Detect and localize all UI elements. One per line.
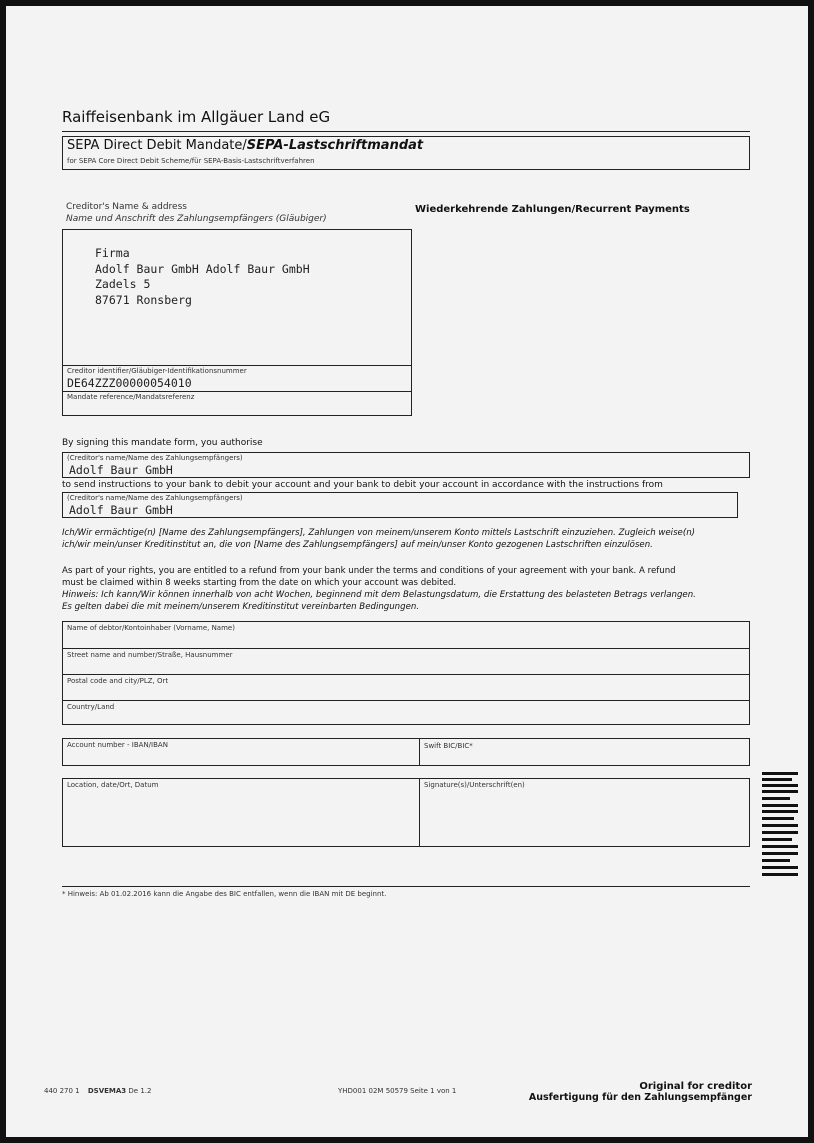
- field-label: Country/Land: [67, 703, 115, 711]
- debtor-street-field[interactable]: [63, 649, 749, 674]
- address-line: 87671 Ronsberg: [95, 292, 192, 307]
- text-line: Ich/Wir ermächtige(n) [Name des Zahlungsempfängers], Zahlungen von meinem/unserem Konto mittels Lastschrift einzuziehen. Zugleich weise(n): [62, 528, 695, 538]
- text-line: Es gelten dabei die mit meinem/unserem Kreditinstitut vereinbarten Bedingungen.: [62, 602, 420, 612]
- text-line: Hinweis: Ich kann/Wir können innerhalb von acht Wochen, beginnend mit dem Belastungsdatum, die Erstattung des belasteten Betrags verlangen.: [62, 590, 696, 600]
- text-line: As part of your rights, you are entitled to a refund from your bank under the terms and conditions of your agreement with your bank. A refund: [62, 566, 676, 576]
- title-de: SEPA-Lastschriftmandat: [246, 138, 424, 153]
- rights-text: [62, 565, 696, 613]
- creditor-id-label: Creditor identifier/Gläubiger-Identifikationsnummer: [67, 367, 247, 375]
- form-version: De 1.2: [128, 1087, 152, 1095]
- bank-details-box: [62, 738, 750, 766]
- german-authorisation: [62, 527, 695, 551]
- title-box: [62, 136, 750, 170]
- location-date-field[interactable]: [63, 779, 420, 846]
- bank-name: Raiffeisenbank im Allgäuer Land eG: [62, 108, 331, 126]
- creditor-id[interactable]: DE64ZZZ00000054010: [67, 376, 192, 390]
- copy-label-en: Original for creditor: [639, 1081, 752, 1092]
- creditor-address: [95, 246, 310, 308]
- field-label: Name of debtor/Kontoinhaber (Vorname, Name): [67, 624, 235, 632]
- field-label: Swift BIC/BIC*: [424, 742, 473, 750]
- text-line: must be claimed within 8 weeks starting from the date on which your account was debited.: [62, 578, 457, 588]
- signature-box: [62, 778, 750, 847]
- signature-field[interactable]: [420, 779, 749, 846]
- creditor-label-de: Name und Anschrift des Zahlungsempfängers (Gläubiger): [66, 214, 327, 224]
- debtor-country-field[interactable]: [63, 701, 749, 725]
- footer-right: [529, 1081, 752, 1103]
- footer-center: YHD001 02M 50579 Seite 1 von 1: [338, 1087, 457, 1095]
- debtor-box: [62, 621, 750, 725]
- field-label: Signature(s)/Unterschrift(en): [424, 781, 525, 789]
- bic-field[interactable]: [420, 739, 749, 765]
- footnote: * Hinweis: Ab 01.02.2016 kann die Angabe des BIC entfallen, wenn die IBAN mit DE beginnt.: [62, 890, 387, 898]
- form-code: DSVEMA3: [87, 1087, 127, 1095]
- creditor-name-field-1[interactable]: [62, 452, 750, 478]
- creditor-box: [62, 229, 412, 416]
- footer-left: [44, 1087, 151, 1095]
- form-title: [67, 138, 423, 153]
- payment-type: Wiederkehrende Zahlungen/Recurrent Payments: [415, 204, 690, 215]
- field-label: (Creditor's name/Name des Zahlungsempfängers): [67, 454, 243, 462]
- debtor-postal-field[interactable]: [63, 675, 749, 700]
- divider: [63, 391, 411, 392]
- copy-label-de: Ausfertigung für den Zahlungsempfänger: [528, 1092, 752, 1103]
- divider: [62, 886, 750, 887]
- field-value: Adolf Baur GmbH: [69, 463, 173, 477]
- divider: [62, 131, 750, 132]
- address-line: Firma: [95, 246, 130, 260]
- debtor-name-field[interactable]: [63, 622, 749, 648]
- form-number: 440 270 1: [44, 1087, 80, 1095]
- title-en: SEPA Direct Debit Mandate/: [67, 138, 247, 153]
- iban-field[interactable]: [63, 739, 420, 765]
- field-label: (Creditor's name/Name des Zahlungsempfängers): [67, 494, 243, 502]
- address-line: Zadels 5: [95, 277, 151, 291]
- field-label: Account number - IBAN/IBAN: [67, 741, 168, 749]
- document-page: [6, 6, 808, 1137]
- creditor-label-en: Creditor's Name & address: [66, 202, 187, 212]
- mandate-ref-label: Mandate reference/Mandatsreferenz: [67, 393, 195, 401]
- divider: [63, 365, 411, 366]
- field-label: Postal code and city/PLZ, Ort: [67, 677, 169, 685]
- address-line: Adolf Baur GmbH Adolf Baur GmbH: [95, 261, 310, 276]
- field-label: Street name and number/Straße, Hausnummer: [67, 651, 233, 659]
- instructions-text: to send instructions to your bank to debit your account and your bank to debit your account in accordance with the instructions from: [62, 480, 663, 490]
- barcode-icon: [762, 770, 798, 882]
- creditor-name-field-2[interactable]: [62, 492, 738, 518]
- field-value: Adolf Baur GmbH: [69, 503, 173, 517]
- text-line: ich/wir mein/unser Kreditinstitut an, die von [Name des Zahlungsempfängers] auf mein/unser Konto gezogenen Lastschriften einzulösen.: [62, 540, 653, 550]
- form-subtitle: for SEPA Core Direct Debit Scheme/für SEPA-Basis-Lastschriftverfahren: [67, 157, 315, 165]
- field-label: Location, date/Ort, Datum: [67, 781, 159, 789]
- authorise-text: By signing this mandate form, you authorise: [62, 438, 263, 448]
